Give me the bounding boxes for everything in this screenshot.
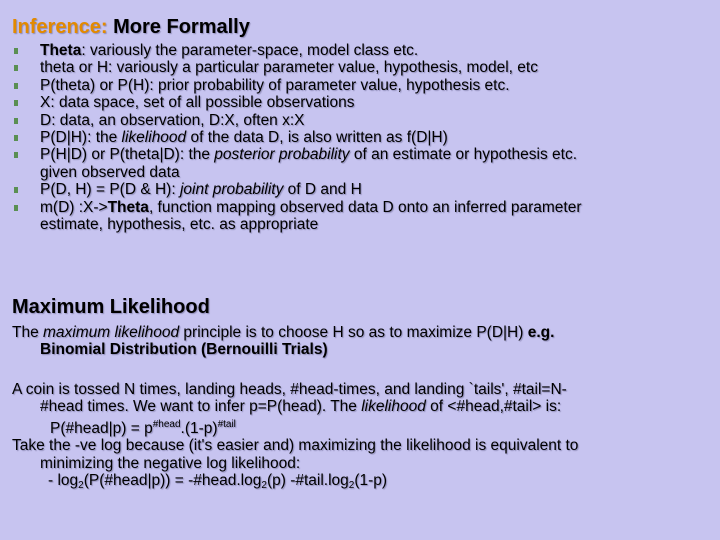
text-line: minimizing the negative log likelihood: — [40, 454, 301, 472]
bullet-icon — [14, 135, 18, 141]
bullet-icon — [14, 152, 18, 158]
bullet-icon — [14, 48, 18, 54]
coin-paragraph — [12, 381, 712, 494]
bullet-icon — [14, 118, 18, 124]
list-item: P(D|H): the likelihood of the data D, is also written as f(D|H) — [12, 129, 712, 146]
text-line: Binomial Distribution (Bernouilli Trials) — [40, 341, 328, 359]
list-item: P(theta) or P(H): prior probability of parameter value, hypothesis etc. — [12, 77, 712, 94]
list-item: X: data space, set of all possible observations — [12, 94, 712, 111]
bullet-icon — [14, 187, 18, 193]
bullet-icon — [14, 83, 18, 89]
list-item: theta or H: variously a particular parameter value, hypothesis, model, etc — [12, 59, 712, 76]
text-line: Take the -ve log because (it's easier and) maximizing the likelihood is equivalent to — [12, 437, 579, 455]
bullet-icon — [14, 100, 18, 106]
formula-line: - $\log_2(P(\#head|p))$ = $-\#head.\log_2(p)$ $-\#tail.\log_2(1-p)$ — [48, 472, 388, 492]
text-line: #head times. We want to infer p=P(head). The likelihood of <#head,#tail> is: — [40, 398, 562, 416]
slide-title — [12, 16, 250, 39]
list-item: m(D) :X->Theta, function mapping observed data D onto an inferred parameter estimate, hypothesis, etc. as appropriate — [12, 199, 712, 234]
title-accent: Inference: — [12, 16, 108, 38]
bullet-icon — [14, 205, 18, 211]
list-item: Theta: variously the parameter-space, model class etc. — [12, 42, 712, 59]
list-item: P(H|D) or P(theta|D): the posterior probability of an estimate or hypothesis etc. given observed data — [12, 146, 712, 181]
title-rest: More Formally — [107, 16, 250, 38]
section-heading: Maximum Likelihood — [12, 296, 210, 318]
text-line: A coin is tossed N times, landing heads, #head-times, and landing `tails', #tail=N- — [12, 381, 567, 398]
ml-paragraph — [12, 324, 712, 359]
formula-line: P(#head|p) = $p^{\#head}.(1-p)^{\#tail}$ — [50, 418, 236, 437]
list-item: P(D, H) = P(D & H): joint probability of D and H — [12, 181, 712, 198]
bullet-icon — [14, 65, 18, 71]
definition-list — [12, 42, 712, 233]
list-item: D: data, an observation, D:X, often x:X — [12, 112, 712, 129]
text-line: The maximum likelihood principle is to choose H so as to maximize P(D|H) e.g. — [12, 324, 555, 341]
